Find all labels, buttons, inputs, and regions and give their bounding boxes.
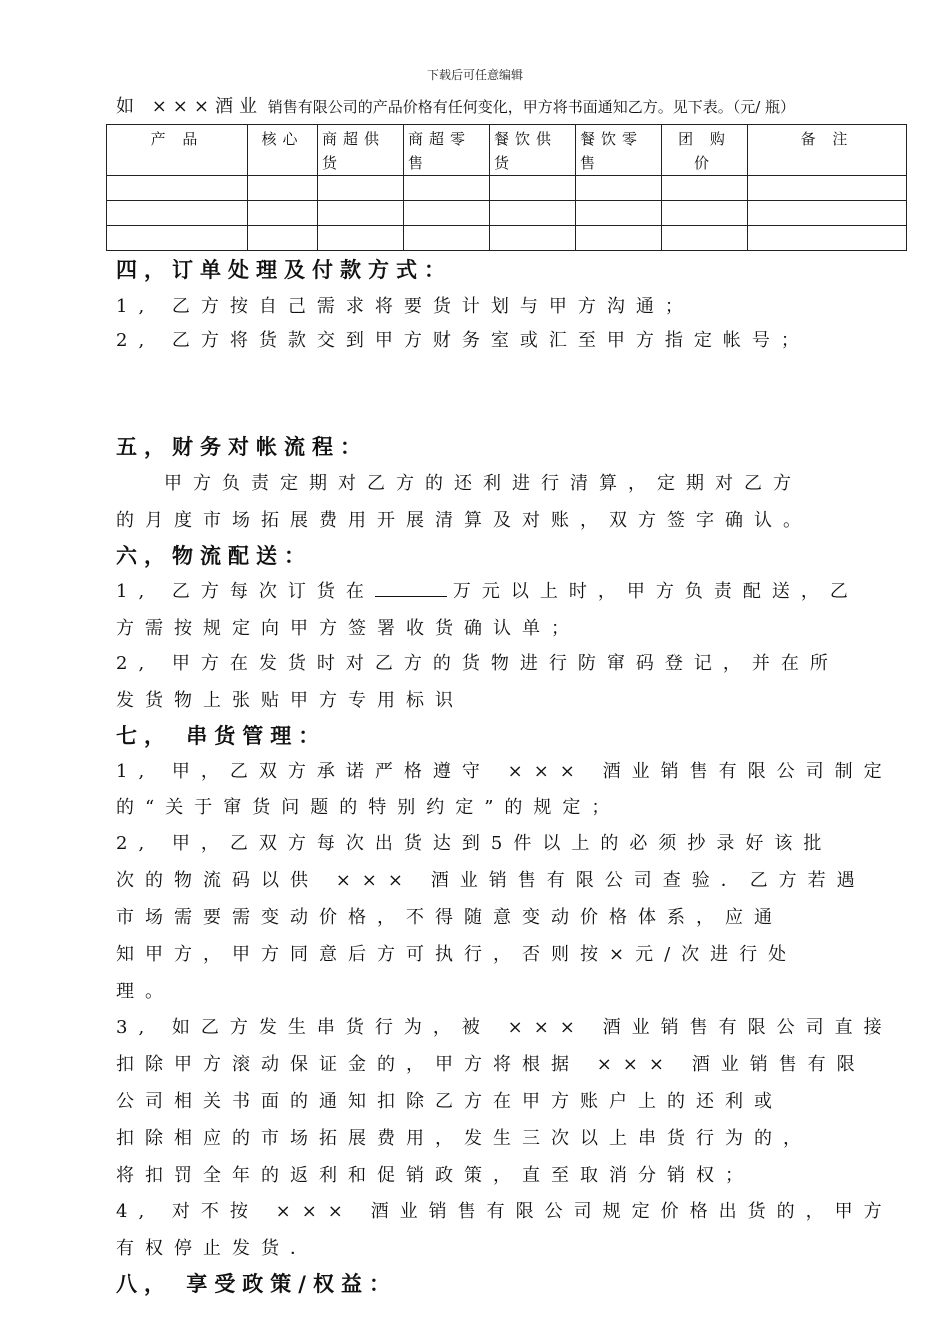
table-cell <box>107 201 248 226</box>
header-supermarket-retail: 商超零售 <box>404 125 490 176</box>
header-catering-retail: 餐饮零售 <box>576 125 662 176</box>
price-table <box>106 124 907 251</box>
table-cell <box>404 201 490 226</box>
section-5-line-2: 的月度市场拓展费用开展清算及对账，双方签字确认。 <box>116 510 812 531</box>
table-cell <box>107 226 248 251</box>
section-7-line-12: 将扣罚全年的返利和促销政策，直至取消分销权； <box>116 1165 754 1186</box>
table-cell <box>490 201 576 226</box>
section-7-line-14: 有权停止发货． <box>116 1238 319 1259</box>
section-6-title: 六，物流配送： <box>116 543 312 568</box>
section-6-line-1-start: 1, 乙方每次订货在 <box>116 581 375 602</box>
intro-text: 销售有限公司的产品价格有任何变化，甲方将书面通知乙方。见下表。（元/ 瓶） <box>262 98 796 116</box>
table-header-row <box>107 125 907 176</box>
section-5-line-1: 甲方负责定期对乙方的还利进行清算，定期对乙方 <box>164 473 802 494</box>
table-cell <box>318 226 404 251</box>
header-catering-supply: 餐饮供货 <box>490 125 576 176</box>
table-row <box>107 176 907 201</box>
section-4-line-1: 1, 乙方按自己需求将要货计划与甲方沟通； <box>116 296 694 317</box>
header-supermarket-supply: 商超供货 <box>318 125 404 176</box>
header-remarks: 备 注 <box>748 125 907 176</box>
section-6-line-3: 2, 甲方在发货时对乙方的货物进行防窜码登记，并在所 <box>116 653 839 674</box>
table-cell <box>748 226 907 251</box>
table-cell <box>576 201 662 226</box>
table-cell <box>748 176 907 201</box>
section-6-line-1 <box>116 577 896 603</box>
section-7-line-5: 市场需要需变动价格，不得随意变动价格体系，应通 <box>116 907 783 928</box>
table-cell <box>490 176 576 201</box>
section-7-line-1: 1, 甲，乙双方承诺严格遵守 ××× 酒业销售有限公司制定 <box>116 761 893 782</box>
table-cell <box>318 176 404 201</box>
section-7-line-7: 理。 <box>116 981 174 1002</box>
section-7-line-10: 公司相关书面的通知扣除乙方在甲方账户上的还利或 <box>116 1091 783 1112</box>
intro-line <box>116 92 896 118</box>
section-4-line-2: 2, 乙方将货款交到甲方财务室或汇至甲方指定帐号； <box>116 330 810 351</box>
section-7-line-13: 4, 对不按 ××× 酒业销售有限公司规定价格出货的，甲方 <box>116 1201 893 1222</box>
section-6-line-2: 方需按规定向甲方签署收货确认单； <box>116 618 580 639</box>
table-cell <box>318 201 404 226</box>
section-6-line-1-end: 万元以上时，甲方负责配送，乙 <box>452 581 859 602</box>
section-8-title: 八， 享受政策/权益： <box>116 1271 397 1296</box>
table-cell <box>576 176 662 201</box>
table-cell <box>248 176 318 201</box>
section-5-title: 五，财务对帐流程： <box>116 434 368 459</box>
section-7-line-6: 知甲方，甲方同意后方可执行，否则按×元/次进行处 <box>116 944 798 965</box>
header-product: 产 品 <box>107 125 248 176</box>
order-amount-blank <box>375 578 447 597</box>
section-6-line-4: 发货物上张贴甲方专用标识 <box>116 690 464 711</box>
table-cell <box>404 226 490 251</box>
section-7-title: 七， 串货管理： <box>116 723 327 748</box>
table-row <box>107 226 907 251</box>
table-cell <box>107 176 248 201</box>
section-7-line-11: 扣除相应的市场拓展费用，发生三次以上串货行为的， <box>116 1128 812 1149</box>
table-cell <box>662 226 748 251</box>
table-cell <box>662 201 748 226</box>
table-cell <box>748 201 907 226</box>
section-7-line-9: 扣除甲方滚动保证金的，甲方将根据 ××× 酒业销售有限 <box>116 1054 866 1075</box>
section-7-line-3: 2, 甲，乙双方每次出货达到5件以上的必须抄录好该批 <box>116 833 833 854</box>
section-7-line-2: 的“关于窜货问题的特别约定”的规定； <box>116 797 621 818</box>
table-cell <box>576 226 662 251</box>
section-4-title: 四，订单处理及付款方式： <box>116 257 452 282</box>
table-cell <box>490 226 576 251</box>
table-cell <box>248 226 318 251</box>
header-core: 核心 <box>248 125 318 176</box>
section-7-line-4: 次的物流码以供 ××× 酒业销售有限公司查验．乙方若遇 <box>116 870 866 891</box>
section-7-line-8: 3, 如乙方发生串货行为，被 ××× 酒业销售有限公司直接 <box>116 1017 893 1038</box>
intro-prefix: 如 ×××酒业 <box>116 96 263 117</box>
table-cell <box>662 176 748 201</box>
table-row <box>107 201 907 226</box>
table-cell <box>404 176 490 201</box>
header-group-price: 团 购 价 <box>662 125 748 176</box>
table-cell <box>248 201 318 226</box>
header-note: 下载后可任意编辑 <box>426 68 523 82</box>
